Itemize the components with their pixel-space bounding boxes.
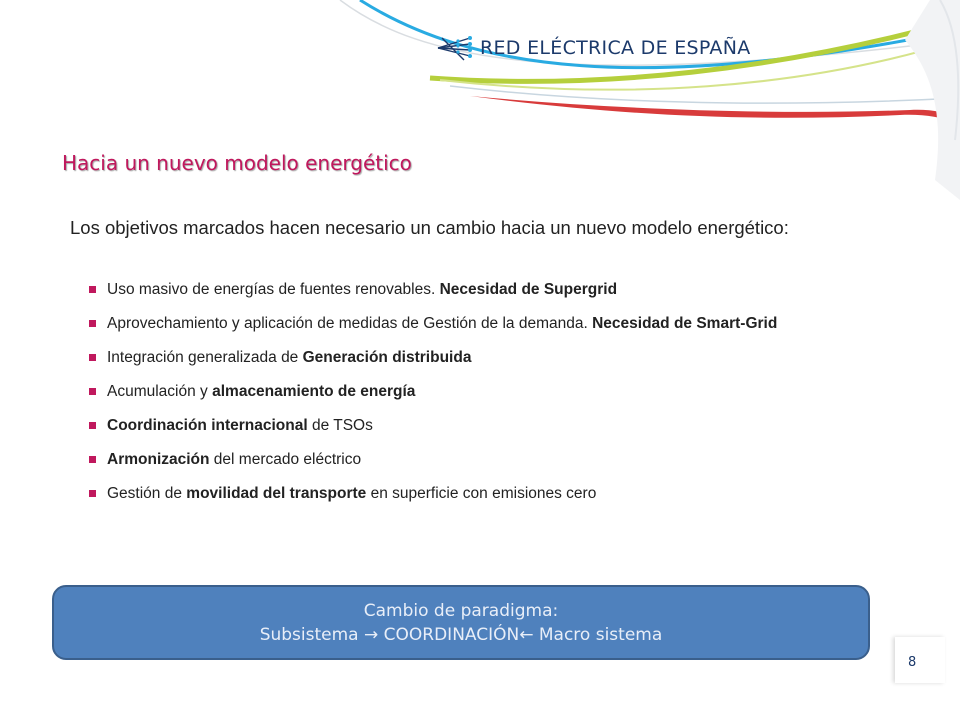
- brand-logo: [436, 30, 751, 66]
- callout-line-2: Subsistema → COORDINACIÓN← Macro sistema: [259, 625, 663, 645]
- bullet-square-icon: [89, 320, 96, 327]
- bullet-square-icon: [89, 490, 96, 497]
- list-item: Integración generalizada de Generación distribuida: [89, 348, 889, 367]
- brand-name: RED ELÉCTRICA DE ESPAÑA: [480, 37, 751, 59]
- red-swoosh: [470, 96, 960, 124]
- page-number-box: [895, 637, 945, 683]
- network-fan-icon: [436, 34, 472, 62]
- page-number: 8: [908, 655, 917, 670]
- list-item: Gestión de movilidad del transporte en superficie con emisiones cero: [89, 484, 889, 503]
- list-item: Armonización del mercado eléctrico: [89, 450, 889, 469]
- paradigm-callout: [52, 585, 870, 660]
- intro-paragraph: Los objetivos marcados hacen necesario un cambio hacia un nuevo modelo energético:: [70, 217, 789, 238]
- objectives-list: [89, 280, 889, 518]
- callout-line-1: Cambio de paradigma:: [363, 601, 559, 621]
- list-item: Uso masivo de energías de fuentes renovables. Necesidad de Supergrid: [89, 280, 889, 299]
- bullet-square-icon: [89, 286, 96, 293]
- list-item: Acumulación y almacenamiento de energía: [89, 382, 889, 401]
- bullet-square-icon: [89, 456, 96, 463]
- list-item: Aprovechamiento y aplicación de medidas de Gestión de la demanda. Necesidad de Smart-Grid: [89, 314, 889, 333]
- slide-title: Hacia un nuevo modelo energético: [62, 151, 412, 175]
- bullet-square-icon: [89, 354, 96, 361]
- bullet-square-icon: [89, 422, 96, 429]
- bullet-square-icon: [89, 388, 96, 395]
- list-item: Coordinación internacional de TSOs: [89, 416, 889, 435]
